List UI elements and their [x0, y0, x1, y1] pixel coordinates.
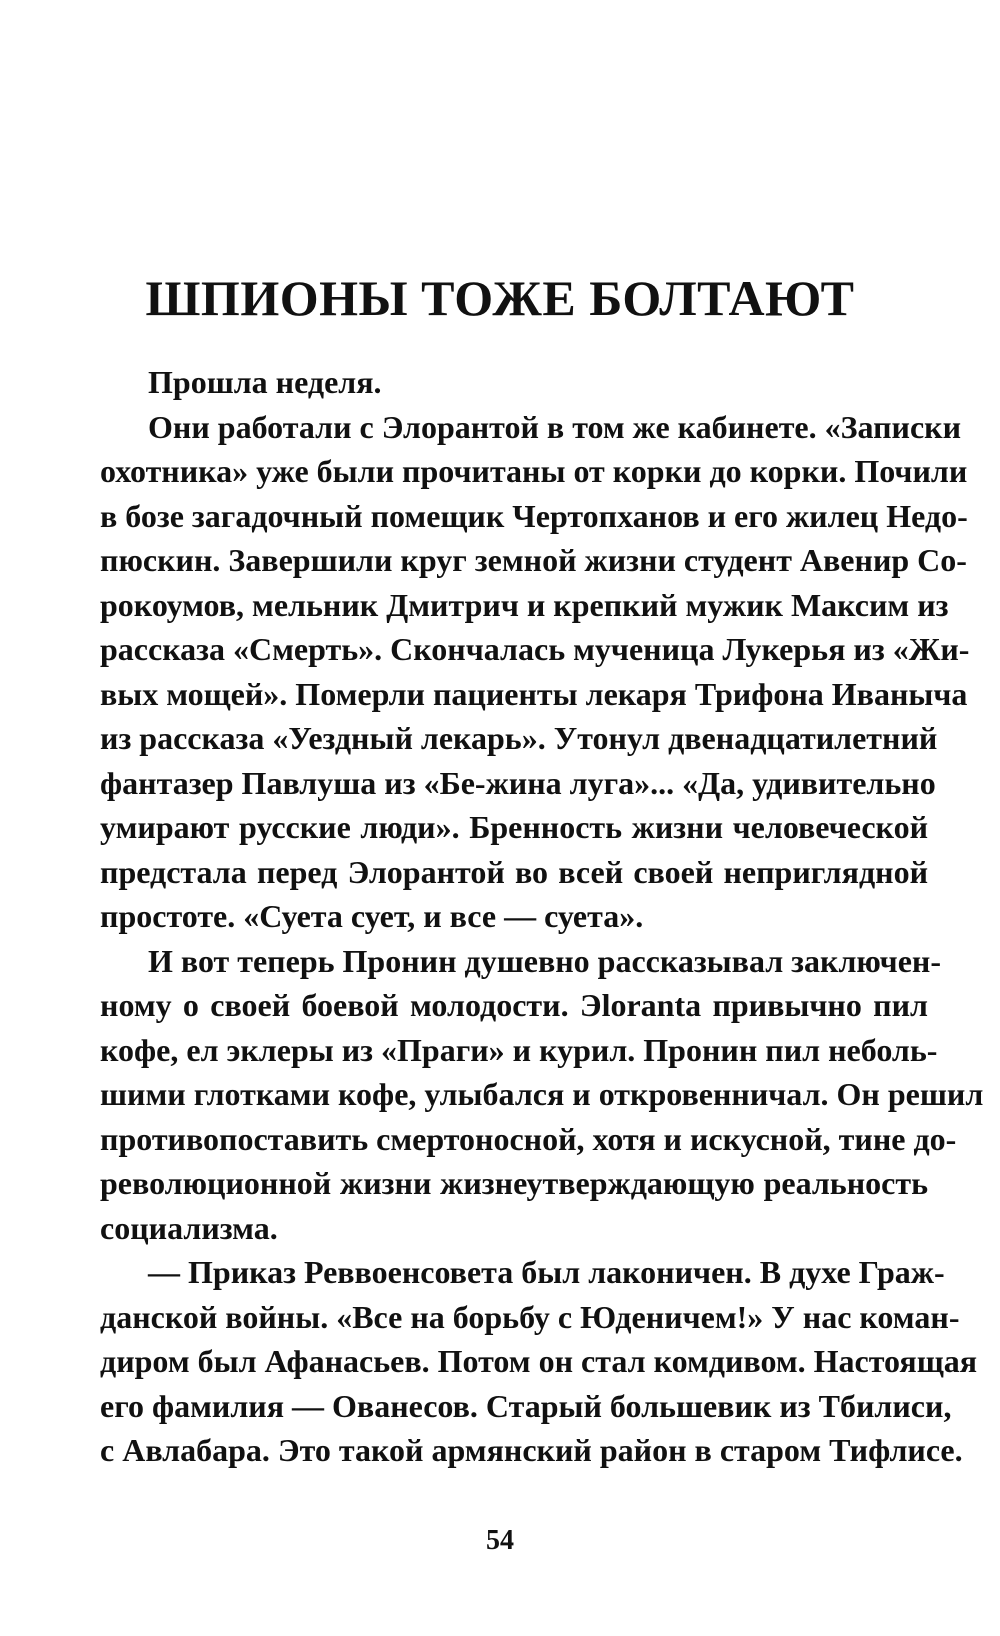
- text-line: пюскин. Завершили круг земной жизни студент Авенир Со-: [100, 542, 967, 578]
- text-line: ному о своей боевой молодости. Эloranta привычно пил: [100, 987, 928, 1023]
- text-line: — Приказ Реввоенсовета был лаконичен. В духе Граж-: [148, 1254, 945, 1290]
- text-line: из рассказа «Уездный лекарь». Утонул двенадцатилетний: [100, 720, 938, 756]
- text-line: умирают русские люди». Бренность жизни человеческой: [100, 809, 928, 845]
- text-line: диром был Афанасьев. Потом он стал комдивом. Настоящая: [100, 1343, 978, 1379]
- text-line: противопоставить смертоносной, хотя и искусной, тине до-: [100, 1120, 957, 1157]
- paragraph: [100, 939, 984, 1251]
- text-line: И вот теперь Пронин душевно рассказывал заключен-: [148, 942, 941, 979]
- text-line: кофе, ел эклеры из «Праги» и курил. Пронин пил неболь-: [100, 1031, 938, 1068]
- text-line: фантазер Павлуша из «Бе-жина луга»... «Да, удивительно: [100, 764, 936, 801]
- text-line: данской войны. «Все на борьбу с Юденичем!» У нас коман-: [100, 1298, 960, 1335]
- text-line: рассказа «Смерть». Скончалась мученица Лукерья из «Жи-: [100, 631, 970, 667]
- paragraph: [100, 360, 928, 405]
- text-line: в бозе загадочный помещик Чертопханов и его жилец Недо-: [100, 497, 968, 534]
- text-line: с Авлабара. Это такой армянский район в старом Тифлисе.: [100, 1432, 963, 1468]
- paragraph: [100, 405, 970, 939]
- chapter-title: ШПИОНЫ ТОЖЕ БОЛТАЮТ: [145, 270, 855, 326]
- page-number: 54: [486, 1525, 514, 1556]
- paragraph: [100, 1250, 978, 1473]
- text-line: революционной жизни жизнеутверждающую реальность: [100, 1165, 928, 1201]
- text-line: Они работали с Элорантой в том же кабинете. «Записки: [148, 408, 962, 445]
- text-line: Прошла неделя.: [148, 364, 382, 400]
- text-line: социализма.: [100, 1209, 278, 1246]
- body-text: [100, 360, 984, 1473]
- text-line: простоте. «Суета сует, и все — суета».: [100, 898, 644, 934]
- text-line: шими глотками кофе, улыбался и откровенничал. Он решил: [100, 1076, 984, 1112]
- text-line: охотника» уже были прочитаны от корки до корки. Почили: [100, 453, 968, 489]
- text-line: рокоумов, мельник Дмитрич и крепкий мужик Максим из: [100, 586, 949, 623]
- text-line: вых мощей». Померли пациенты лекаря Трифона Иваныча: [100, 675, 968, 712]
- text-line: предстала перед Элорантой во всей своей неприглядной: [100, 853, 928, 890]
- text-line: его фамилия — Ованесов. Старый большевик из Тбилиси,: [100, 1387, 952, 1424]
